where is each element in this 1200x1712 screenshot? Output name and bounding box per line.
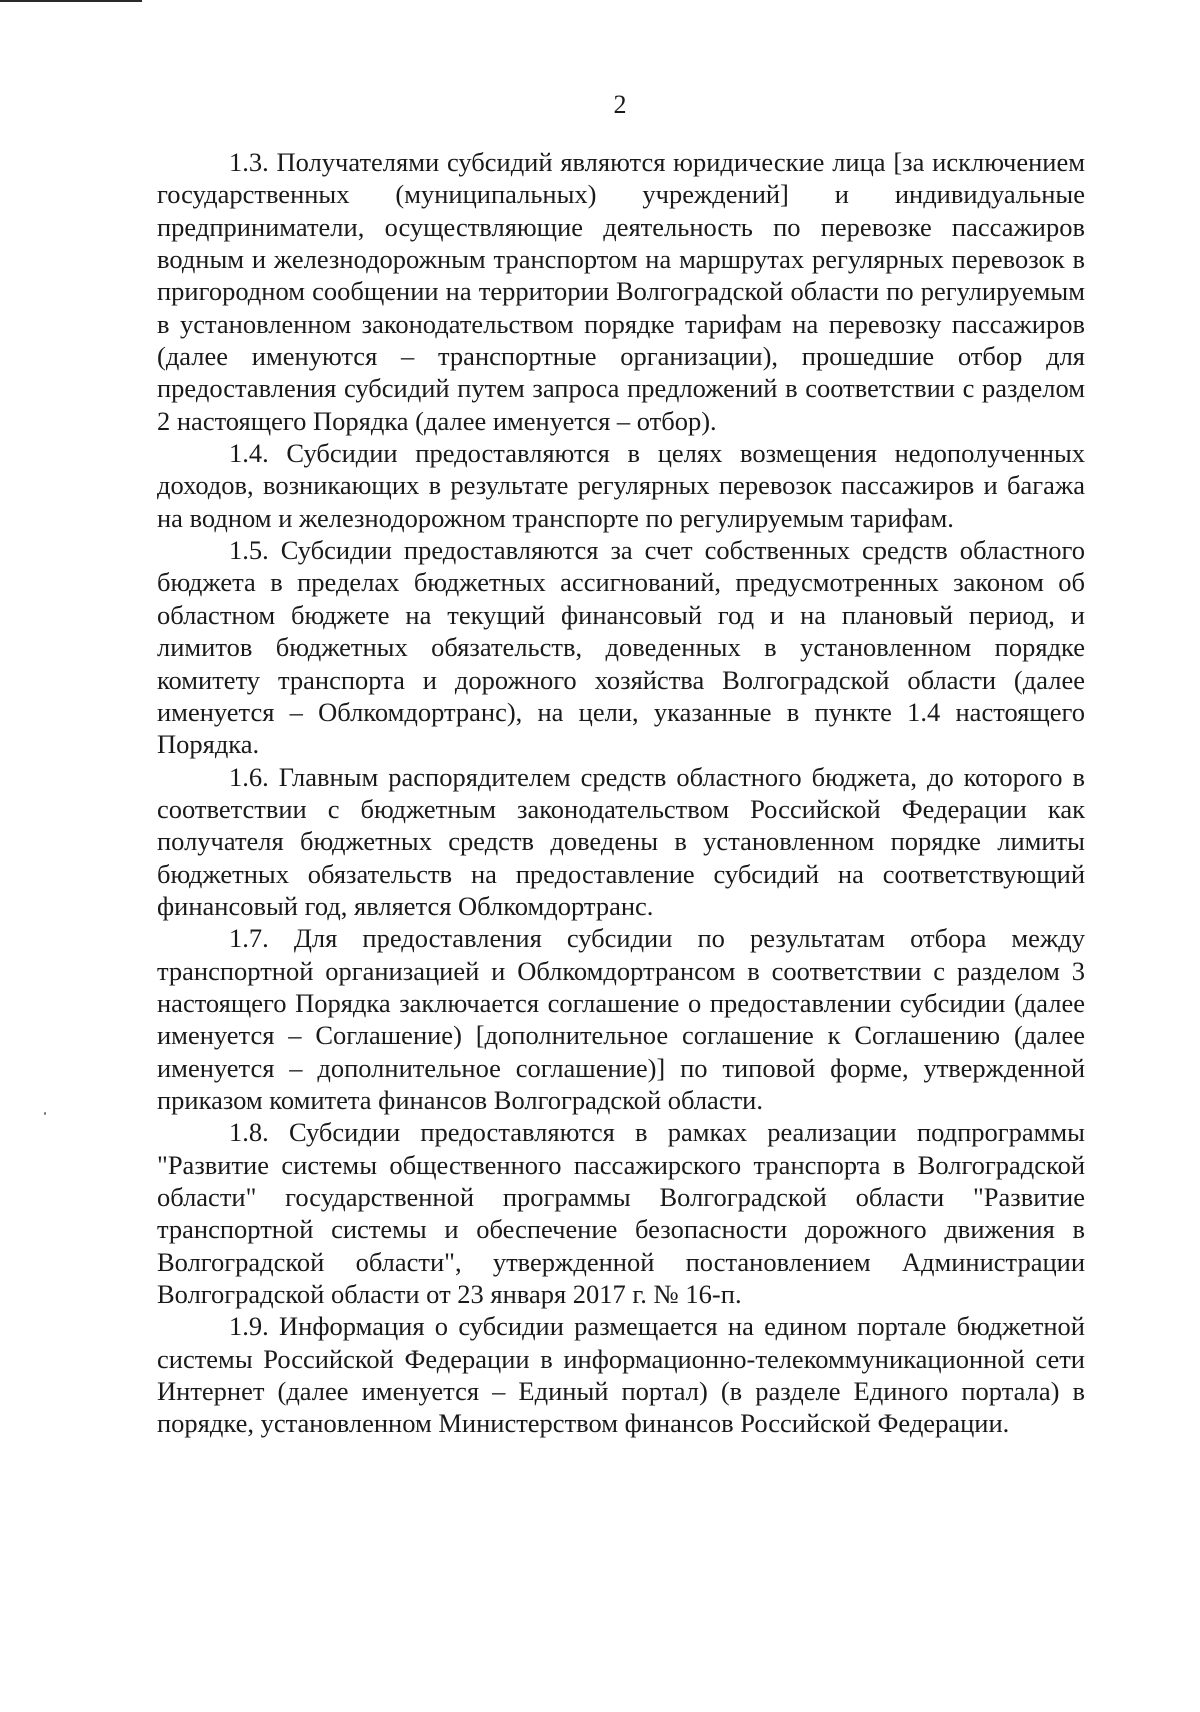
paragraph-1-7: 1.7. Для предоставления субсидии по результатам отбора между транспортной организацией и Облкомдортрансом в соответствии с разделом 3 настоящего Порядка заключается соглашение о предоставлении субсидии (далее именуется – Соглашение) [дополнительное соглашение к Соглашению (далее именуется – дополнительное соглашение)] по типовой форме, утвержденной приказом комитета финансов Волгоградской области. [157, 923, 1085, 1115]
paragraph-1-3: 1.3. Получателями субсидий являются юридические лица [за исключением государственных (муниципальных) учреждений] и индивидуальные предприниматели, осуществляющие деятельность по перевозке пассажиров водным и железнодорожным транспортом на маршрутах регулярных перевозок в пригородном сообщении на территории Волгоградской области по регулируемым в установленном законодательством порядке тарифам на перевозку пассажиров (далее именуются – транспортные организации), прошедшие отбор для предоставления субсидий путем запроса предложений в соответствии с разделом 2 настоящего Порядка (далее именуется – отбор). [157, 147, 1085, 436]
paragraph-1-4: 1.4. Субсидии предоставляются в целях возмещения недополученных доходов, возникающих в результате регулярных перевозок пассажиров и багажа на водном и железнодорожном транспорте по регулируемым тарифам. [157, 438, 1085, 533]
paragraph-1-8: 1.8. Субсидии предоставляются в рамках реализации подпрограммы "Развитие системы общественного пассажирского транспорта в Волгоградской области" государственной программы Волгоградской области "Развитие транспортной системы и обеспечение безопасности дорожного движения в Волгоградской области", утвержденной постановлением Администрации Волгоградской области от 23 января 2017 г. № 16-п. [157, 1117, 1085, 1310]
scan-edge-mark [0, 0, 142, 2]
paragraph-1-6: 1.6. Главным распорядителем средств областного бюджета, до которого в соответствии с бюджетным законодательством Российской Федерации как получателя бюджетных средств доведены в установленном порядке лимиты бюджетных обязательств на предоставление субсидий на соответствующий финансовый год, является Облкомдортранс. [157, 761, 1085, 921]
scan-speck [44, 1112, 46, 1115]
document-body [157, 146, 1085, 1440]
paragraph-1-5: 1.5. Субсидии предоставляются за счет собственных средств областного бюджета в пределах бюджетных ассигнований, предусмотренных законом об областном бюджете на текущий финансовый год и на плановый период, и лимитов бюджетных обязательств, доведенных в установленном порядке комитету транспорта и дорожного хозяйства Волгоградской области (далее именуется – Облкомдортранс), на цели, указанные в пункте 1.4 настоящего Порядка. [157, 535, 1085, 760]
page-number: 2 [613, 90, 627, 119]
paragraph-1-9: 1.9. Информация о субсидии размещается на едином портале бюджетной системы Российской Федерации в информационно-телекоммуникационной сети Интернет (далее именуется – Единый портал) (в разделе Единого портала) в порядке, установленном Министерством финансов Российской Федерации. [157, 1311, 1085, 1439]
